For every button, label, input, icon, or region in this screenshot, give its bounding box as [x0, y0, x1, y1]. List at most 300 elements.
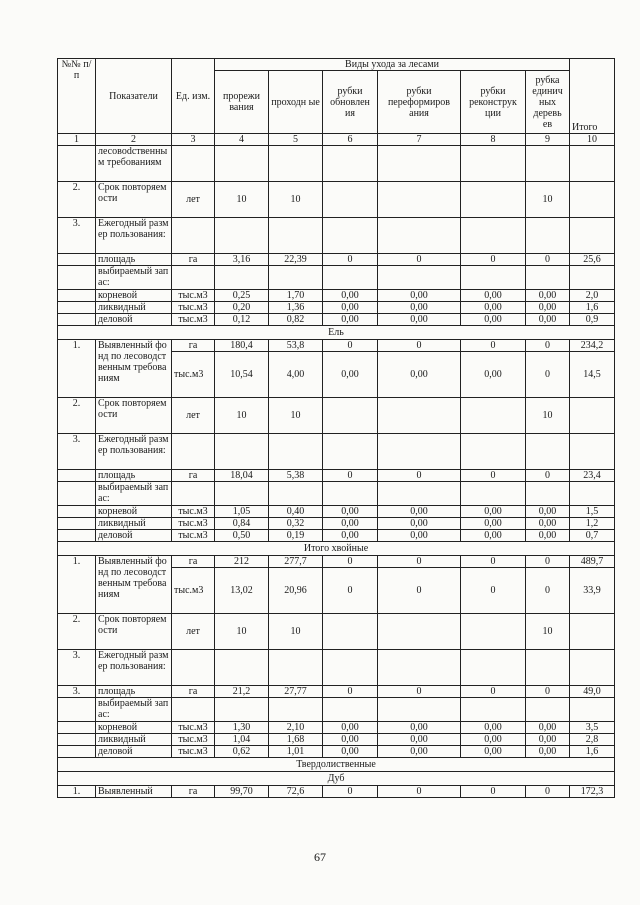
num-cell [58, 482, 96, 506]
table-row [58, 686, 615, 698]
table-row [58, 340, 615, 352]
value-cell [378, 398, 461, 434]
unit-cell [172, 482, 215, 506]
section-oak: Дуб [58, 772, 615, 786]
value-cell: 10 [215, 398, 269, 434]
unit-cell: тыс.м3 [172, 302, 215, 314]
value-cell: 23,4 [570, 470, 615, 482]
value-cell: 0 [461, 470, 526, 482]
unit-cell: га [172, 340, 215, 352]
value-cell: 0,00 [323, 734, 378, 746]
value-cell: 0,00 [526, 290, 570, 302]
table-row [58, 290, 615, 302]
value-cell: 0 [378, 470, 461, 482]
value-cell: 10 [269, 398, 323, 434]
value-cell: 10 [526, 182, 570, 218]
num-cell [58, 722, 96, 734]
value-cell: 1,36 [269, 302, 323, 314]
value-cell: 49,0 [570, 686, 615, 698]
label-cell: ликвидный [96, 302, 172, 314]
table-row [58, 556, 615, 568]
header-care-types: Виды ухода за лесами [215, 59, 570, 71]
value-cell: 0,00 [526, 746, 570, 758]
num-cell [58, 518, 96, 530]
table-row [58, 746, 615, 758]
value-cell: 0 [378, 686, 461, 698]
table-row [58, 470, 615, 482]
value-cell: 4,00 [269, 352, 323, 398]
value-cell: 0,00 [461, 746, 526, 758]
table-row [58, 530, 615, 542]
value-cell: 0,00 [378, 314, 461, 326]
unit-cell: лет [172, 614, 215, 650]
label-cell: лесовodственным требованиям [96, 146, 172, 182]
num-cell: 1. [58, 786, 96, 798]
value-cell [461, 218, 526, 254]
unit-cell: лет [172, 398, 215, 434]
label-cell: выбираемый запас: [96, 266, 172, 290]
value-cell [378, 182, 461, 218]
value-cell: 13,02 [215, 568, 269, 614]
table-row [58, 254, 615, 266]
table-row [58, 218, 615, 254]
label-cell: корневой [96, 506, 172, 518]
value-cell: 0,00 [378, 530, 461, 542]
value-cell: 180,4 [215, 340, 269, 352]
header-passage: проходн ые [269, 71, 323, 134]
value-cell: 1,30 [215, 722, 269, 734]
value-cell: 0 [461, 568, 526, 614]
value-cell: 0,12 [215, 314, 269, 326]
value-cell: 0,25 [215, 290, 269, 302]
num-cell [58, 530, 96, 542]
value-cell [323, 650, 378, 686]
value-cell: 0,00 [323, 352, 378, 398]
value-cell [378, 650, 461, 686]
label-cell: ликвидный [96, 518, 172, 530]
value-cell [570, 266, 615, 290]
value-cell: 10 [269, 182, 323, 218]
unit-cell [172, 266, 215, 290]
value-cell [323, 218, 378, 254]
table-row [58, 518, 615, 530]
value-cell: 18,04 [215, 470, 269, 482]
value-cell: 0,00 [461, 518, 526, 530]
label-cell: Ежегодный размер пользования: [96, 650, 172, 686]
unit-cell: тыс.м3 [172, 746, 215, 758]
value-cell: 0,82 [269, 314, 323, 326]
table-row [58, 722, 615, 734]
value-cell [570, 398, 615, 434]
unit-cell: лет [172, 182, 215, 218]
value-cell [323, 482, 378, 506]
value-cell: 4 [215, 134, 269, 146]
value-cell: 9 [526, 134, 570, 146]
value-cell [570, 146, 615, 182]
value-cell [461, 266, 526, 290]
value-cell: 10 [526, 398, 570, 434]
value-cell: 3,5 [570, 722, 615, 734]
value-cell: 277,7 [269, 556, 323, 568]
value-cell: 0,00 [461, 352, 526, 398]
value-cell: 0,00 [378, 506, 461, 518]
value-cell [269, 434, 323, 470]
value-cell: 0,00 [378, 734, 461, 746]
value-cell [570, 650, 615, 686]
num-cell: 3. [58, 218, 96, 254]
section-row [58, 772, 615, 786]
table-row [58, 146, 615, 182]
value-cell: 10 [215, 182, 269, 218]
page-number: 67 [314, 850, 326, 864]
header-reconstruction: рубки реконструк ции [461, 71, 526, 134]
label-cell: Ежегодный размер пользования: [96, 434, 172, 470]
value-cell: 0,00 [323, 302, 378, 314]
table-row [58, 302, 615, 314]
unit-cell [172, 146, 215, 182]
value-cell [215, 650, 269, 686]
num-cell [58, 254, 96, 266]
value-cell: 212 [215, 556, 269, 568]
num-cell [58, 746, 96, 758]
value-cell: 0 [323, 340, 378, 352]
value-cell [323, 182, 378, 218]
label-cell: Выявленный фонд по лесоводственным требованиям [96, 556, 172, 614]
value-cell: 1,6 [570, 302, 615, 314]
num-cell: 1. [58, 556, 96, 614]
value-cell: 0 [323, 686, 378, 698]
label-cell: площадь [96, 470, 172, 482]
value-cell: 0 [526, 568, 570, 614]
value-cell: 0 [323, 786, 378, 798]
value-cell: 0 [461, 254, 526, 266]
value-cell: 0,00 [461, 290, 526, 302]
value-cell: 2,8 [570, 734, 615, 746]
section-row [58, 758, 615, 772]
value-cell: 27,77 [269, 686, 323, 698]
value-cell: 0,00 [323, 290, 378, 302]
header-single-trees: рубка единич ных деревь ев [526, 71, 570, 134]
value-cell [461, 650, 526, 686]
value-cell: 3,16 [215, 254, 269, 266]
header-thinning: прорежи вания [215, 71, 269, 134]
table-body [58, 59, 615, 798]
header-renewal: рубки обновлен ия [323, 71, 378, 134]
table-row [58, 182, 615, 218]
value-cell: 0,00 [526, 734, 570, 746]
value-cell: 5,38 [269, 470, 323, 482]
value-cell [215, 266, 269, 290]
unit-cell [172, 698, 215, 722]
value-cell: 10,54 [215, 352, 269, 398]
value-cell: 2,0 [570, 290, 615, 302]
unit-cell: тыс.м3 [172, 518, 215, 530]
value-cell [526, 482, 570, 506]
value-cell: 0 [378, 340, 461, 352]
value-cell [378, 698, 461, 722]
value-cell [323, 398, 378, 434]
unit-cell: тыс.м3 [172, 352, 215, 398]
header-indicators: Показатели [96, 59, 172, 134]
unit-cell: га [172, 556, 215, 568]
value-cell: 1,68 [269, 734, 323, 746]
value-cell: 1,01 [269, 746, 323, 758]
value-cell: 0,00 [526, 518, 570, 530]
value-cell [570, 182, 615, 218]
value-cell: 0,00 [323, 746, 378, 758]
num-cell: 1. [58, 340, 96, 398]
value-cell: 1 [58, 134, 96, 146]
value-cell: 10 [269, 614, 323, 650]
value-cell: 10 [570, 134, 615, 146]
value-cell [215, 698, 269, 722]
value-cell: 0 [526, 686, 570, 698]
unit-cell: тыс.м3 [172, 734, 215, 746]
header-num: №№ п/п [58, 59, 96, 134]
value-cell: 0,00 [526, 530, 570, 542]
num-cell [58, 266, 96, 290]
value-cell: 0,9 [570, 314, 615, 326]
value-cell: 0,7 [570, 530, 615, 542]
value-cell: 72,6 [269, 786, 323, 798]
unit-cell: тыс.м3 [172, 314, 215, 326]
value-cell: 0,19 [269, 530, 323, 542]
section-spruce: Ель [58, 326, 615, 340]
num-cell: 2. [58, 398, 96, 434]
label-cell: площадь [96, 686, 172, 698]
num-cell: 2. [58, 182, 96, 218]
value-cell: 0 [526, 470, 570, 482]
table-row [58, 506, 615, 518]
unit-cell: га [172, 254, 215, 266]
header-reformation: рубки переформиров ания [378, 71, 461, 134]
value-cell [215, 482, 269, 506]
unit-cell: тыс.м3 [172, 722, 215, 734]
value-cell: 0 [526, 340, 570, 352]
value-cell: 20,96 [269, 568, 323, 614]
value-cell: 10 [526, 614, 570, 650]
table-row [58, 266, 615, 290]
header-row [58, 59, 615, 71]
value-cell [323, 146, 378, 182]
table-row [58, 482, 615, 506]
value-cell: 0 [461, 786, 526, 798]
table-row [58, 698, 615, 722]
value-cell [570, 434, 615, 470]
num-cell [58, 734, 96, 746]
value-cell: 0,00 [461, 722, 526, 734]
header-total: Итого [570, 59, 615, 134]
table-row [58, 314, 615, 326]
value-cell: 0,00 [323, 314, 378, 326]
value-cell [570, 614, 615, 650]
value-cell: 0,00 [378, 518, 461, 530]
value-cell [526, 266, 570, 290]
section-hardwood: Твердолиственные [58, 758, 615, 772]
label-cell: выбираемый запас: [96, 482, 172, 506]
value-cell: 0,00 [461, 506, 526, 518]
value-cell: 0,00 [526, 506, 570, 518]
value-cell [215, 434, 269, 470]
value-cell [461, 182, 526, 218]
value-cell: 0,00 [461, 302, 526, 314]
value-cell [269, 650, 323, 686]
value-cell: 0 [323, 556, 378, 568]
value-cell: 25,6 [570, 254, 615, 266]
value-cell: 1,2 [570, 518, 615, 530]
num-cell: 3. [58, 686, 96, 698]
value-cell: 5 [269, 134, 323, 146]
value-cell: 0,00 [323, 722, 378, 734]
section-row [58, 542, 615, 556]
value-cell: 1,05 [215, 506, 269, 518]
num-cell [58, 470, 96, 482]
num-cell [58, 698, 96, 722]
unit-cell: тыс.м3 [172, 530, 215, 542]
value-cell: 172,3 [570, 786, 615, 798]
value-cell: 0,00 [461, 734, 526, 746]
table-row [58, 786, 615, 798]
value-cell [323, 698, 378, 722]
value-cell: 0,00 [526, 722, 570, 734]
num-cell [58, 146, 96, 182]
value-cell [570, 698, 615, 722]
value-cell: 21,2 [215, 686, 269, 698]
unit-cell: га [172, 686, 215, 698]
value-cell: 0 [461, 340, 526, 352]
label-cell: площадь [96, 254, 172, 266]
label-cell: ликвидный [96, 734, 172, 746]
label-cell: Срок повторяемости [96, 182, 172, 218]
unit-cell: га [172, 786, 215, 798]
value-cell: 0,32 [269, 518, 323, 530]
value-cell: 0 [526, 786, 570, 798]
value-cell [461, 698, 526, 722]
value-cell [526, 434, 570, 470]
value-cell: 7 [378, 134, 461, 146]
label-cell: Выявленный фонд по лесоводственным требованиям [96, 340, 172, 398]
value-cell: 14,5 [570, 352, 615, 398]
value-cell: 0,62 [215, 746, 269, 758]
value-cell: 0 [323, 470, 378, 482]
num-cell: 3. [58, 434, 96, 470]
value-cell [570, 218, 615, 254]
label-cell: Ежегодный размер пользования: [96, 218, 172, 254]
num-cell [58, 302, 96, 314]
value-cell [378, 482, 461, 506]
value-cell: 0,00 [378, 302, 461, 314]
value-cell: 33,9 [570, 568, 615, 614]
value-cell [461, 482, 526, 506]
value-cell: 6 [323, 134, 378, 146]
unit-cell: тыс.м3 [172, 506, 215, 518]
value-cell: 234,2 [570, 340, 615, 352]
num-cell: 3. [58, 650, 96, 686]
value-cell [215, 146, 269, 182]
forest-care-table [57, 58, 615, 798]
value-cell: 0,84 [215, 518, 269, 530]
column-numbers-row [58, 134, 615, 146]
label-cell: Срок повторяемости [96, 398, 172, 434]
value-cell: 0 [323, 254, 378, 266]
label-cell: деловой [96, 314, 172, 326]
num-cell [58, 506, 96, 518]
value-cell: 489,7 [570, 556, 615, 568]
value-cell [526, 650, 570, 686]
value-cell: 2 [96, 134, 172, 146]
unit-cell [172, 434, 215, 470]
value-cell: 0 [378, 556, 461, 568]
value-cell: 10 [215, 614, 269, 650]
value-cell: 0 [461, 556, 526, 568]
value-cell: 0,00 [461, 314, 526, 326]
unit-cell [172, 218, 215, 254]
label-cell: Выявленный [96, 786, 172, 798]
value-cell: 0,00 [526, 314, 570, 326]
value-cell: 0 [378, 786, 461, 798]
value-cell: 0,00 [378, 746, 461, 758]
value-cell: 8 [461, 134, 526, 146]
value-cell [378, 434, 461, 470]
value-cell [378, 266, 461, 290]
label-cell: Срок повторяемости [96, 614, 172, 650]
value-cell: 3 [172, 134, 215, 146]
value-cell: 0,00 [526, 302, 570, 314]
table-row [58, 614, 615, 650]
value-cell [526, 146, 570, 182]
label-cell: выбираемый запас: [96, 698, 172, 722]
value-cell: 0,00 [378, 290, 461, 302]
value-cell: 99,70 [215, 786, 269, 798]
value-cell [461, 146, 526, 182]
value-cell: 22,39 [269, 254, 323, 266]
value-cell [378, 614, 461, 650]
value-cell: 0,00 [378, 352, 461, 398]
value-cell: 1,5 [570, 506, 615, 518]
value-cell: 0 [526, 556, 570, 568]
section-total-conifers: Итого хвойные [58, 542, 615, 556]
label-cell: корневой [96, 722, 172, 734]
value-cell [269, 266, 323, 290]
value-cell [526, 698, 570, 722]
value-cell: 1,6 [570, 746, 615, 758]
value-cell: 0 [378, 568, 461, 614]
value-cell [269, 218, 323, 254]
num-cell [58, 314, 96, 326]
value-cell [269, 698, 323, 722]
value-cell [570, 482, 615, 506]
value-cell [269, 146, 323, 182]
table-row [58, 650, 615, 686]
value-cell [269, 482, 323, 506]
value-cell: 0 [378, 254, 461, 266]
value-cell [323, 266, 378, 290]
table-row [58, 398, 615, 434]
num-cell [58, 290, 96, 302]
value-cell: 1,70 [269, 290, 323, 302]
header-unit: Ед. изм. [172, 59, 215, 134]
value-cell [526, 218, 570, 254]
value-cell: 0 [526, 352, 570, 398]
unit-cell: тыс.м3 [172, 568, 215, 614]
value-cell: 0,00 [461, 530, 526, 542]
unit-cell: га [172, 470, 215, 482]
value-cell: 0 [461, 686, 526, 698]
value-cell [378, 146, 461, 182]
value-cell [461, 398, 526, 434]
value-cell [323, 614, 378, 650]
table-row [58, 434, 615, 470]
